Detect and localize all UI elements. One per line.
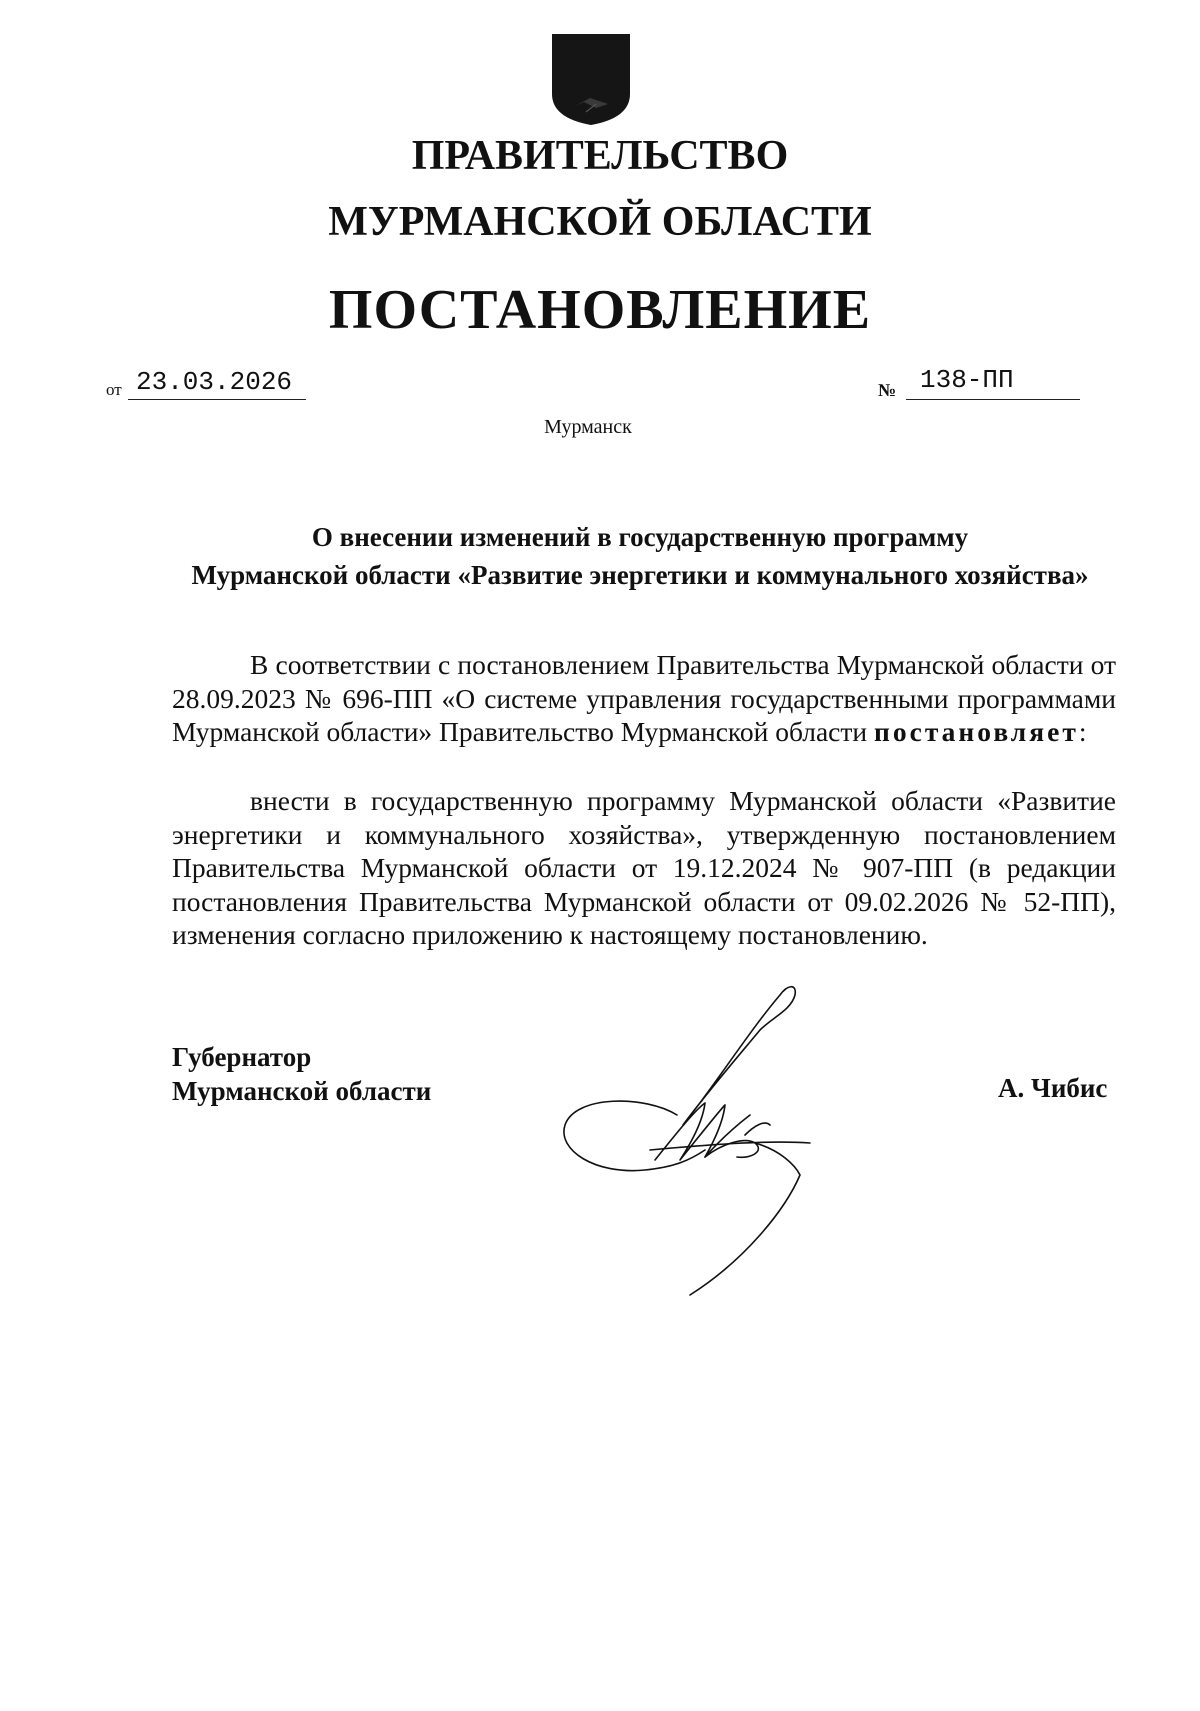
org-name-line1: ПРАВИТЕЛЬСТВО: [411, 133, 789, 179]
date-prefix: от: [106, 380, 122, 399]
document-date: 23.03.2026: [128, 367, 306, 400]
document-type: ПОСТАНОВЛЕНИЕ: [328, 279, 872, 341]
resolution-keyword: постановляет: [874, 716, 1079, 747]
city: Мурманск: [544, 416, 632, 438]
subject-line1: О внесении изменений в государственную программу: [311, 522, 969, 552]
paragraph1-text: В соответствии с постановлением Правительства Мурманской области от 28.09.2023 № 696-ПП «О системе управления государственными программами Мурманской области» Правительство Мурманской области: [172, 649, 1116, 747]
document-number: 138-ПП: [906, 365, 1080, 400]
signer-title-line2: Мурманской области: [172, 1076, 432, 1106]
signer-title-line1: Губернатор: [172, 1042, 312, 1072]
handwritten-signature: [555, 975, 895, 1315]
subject-line2: Мурманской области «Развитие энергетики и коммунального хозяйства»: [191, 560, 1089, 590]
body-paragraph-2: внести в государственную программу Мурманской области «Развитие энергетики и коммунального хозяйства», утвержденную постановлением Правительства Мурманской области от 19.12.2024 № 907-ПП (в редакции постановления Правительства Мурманской области от 09.02.2026 № 52-ПП), изменения согласно приложению к настоящему постановлению.: [172, 785, 1116, 950]
signer-name: А. Чибис: [998, 1073, 1108, 1103]
signer-title: [172, 1040, 431, 1108]
org-name-line2: МУРМАНСКОЙ ОБЛАСТИ: [328, 199, 872, 245]
body-paragraph-1: [172, 648, 1116, 749]
coat-of-arms-icon: [550, 32, 632, 127]
number-prefix: №: [878, 380, 897, 400]
paragraph1-end: :: [1078, 716, 1087, 747]
document-subject: [160, 518, 1120, 594]
